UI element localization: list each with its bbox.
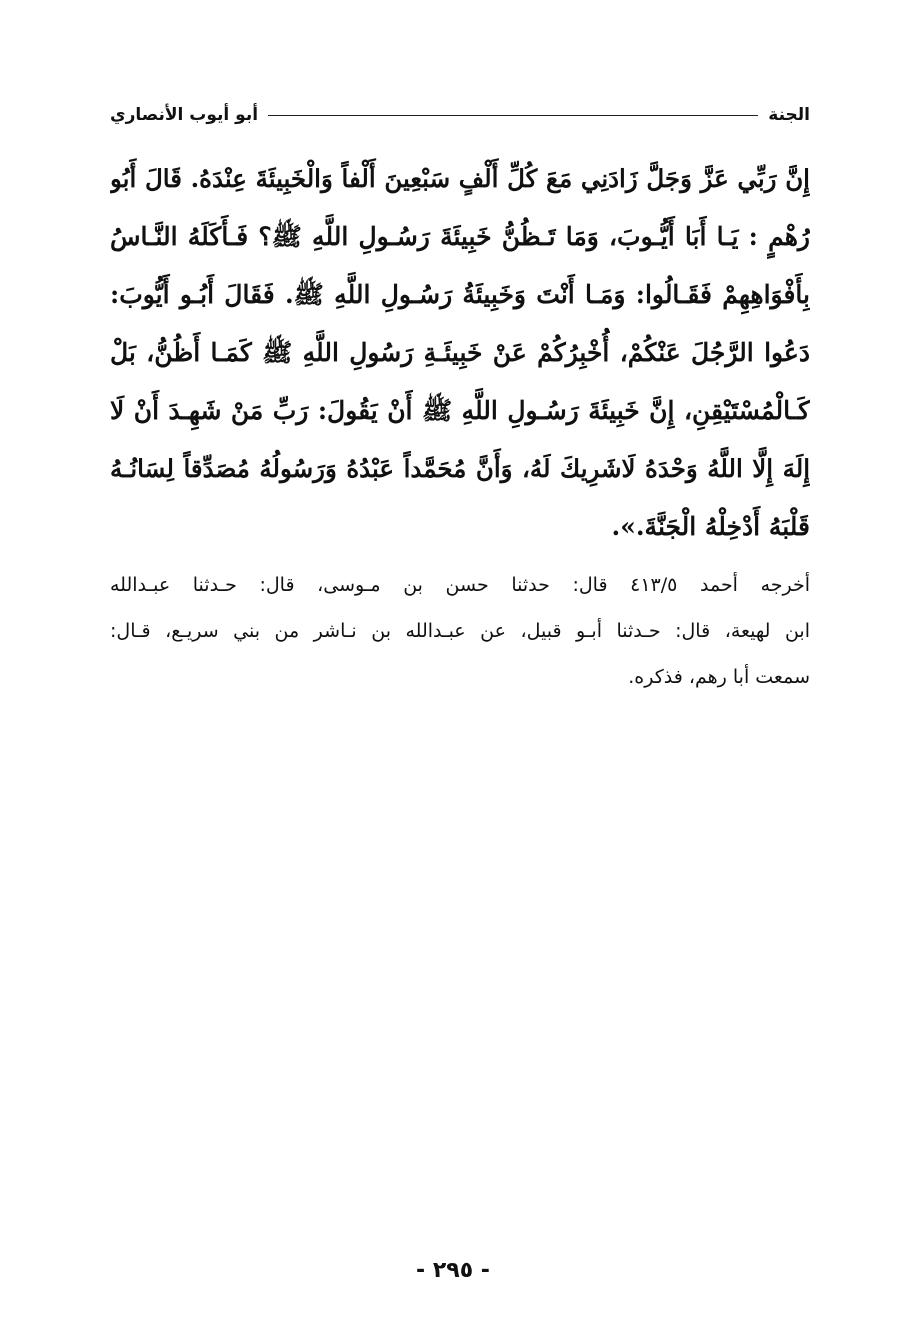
text-line: رُهْمٍ : يَـا أَبَا أَيُّـوبَ، وَمَا تَـظُنُّ خَبِيئَةَ رَسُـولِ اللَّهِ ﷺ؟ فَـأَكَلَهُ النَّـاسُ: [110, 222, 810, 251]
note-line: سمعت أبا رهم، فذكره.: [628, 666, 810, 688]
page-number: - ٢٩٥ -: [416, 1258, 490, 1283]
chapter-title: الجنة: [768, 105, 810, 125]
citation-note: [110, 562, 810, 700]
note-line: أخرجه أحمد ٤١٣/٥ قال: حدثنا حسن بن مـوسى، قال: حـدثنا عبـدالله: [110, 574, 810, 596]
text-line: إِنَّ رَبِّي عَزَّ وَجَلَّ زَادَنِي مَعَ كُلِّ أَلْفٍ سَبْعِينَ أَلْفاً وَالْخَبِيئَةَ عِنْدَهُ. قَالَ أَبُو: [110, 164, 810, 193]
text-line: قَلْبَهُ أَدْخِلْهُ الْجَنَّةَ.».: [611, 512, 810, 541]
running-header: [110, 100, 810, 130]
text-line: دَعُوا الرَّجُلَ عَنْكُمْ، أُخْبِرُكُمْ عَنْ خَبِيئَـةِ رَسُولِ اللَّهِ ﷺ كَمَـا أَظُنُّ، بَلْ: [110, 338, 810, 367]
header-rule: [268, 115, 758, 116]
text-line: إِلَهَ إِلَّا اللَّهُ وَحْدَهُ لَاشَرِيكَ لَهُ، وَأَنَّ مُحَمَّداً عَبْدُهُ وَرَسُولُهُ مُصَدِّقاً لِسَانُـهُ: [110, 454, 810, 483]
note-line: ابن لهيعة، قال: حـدثنا أبـو قبيل، عن عبـدالله بن نـاشر من بني سريـع، قـال:: [110, 620, 810, 642]
text-line: بِأَفْوَاهِهِمْ فَقَـالُوا: وَمَـا أَنْتَ وَخَبِيئَةُ رَسُـولِ اللَّهِ ﷺ. فَقَالَ أَبُـو أَيُّوبَ:: [110, 280, 810, 309]
hadith-text: [110, 150, 810, 556]
text-line: كَـالْمُسْتَيْقِنِ، إِنَّ خَبِيئَةَ رَسُـولِ اللَّهِ ﷺ أَنْ يَقُولَ: رَبِّ مَنْ شَهِـدَ أَنْ لَا: [110, 396, 810, 425]
book-title: أبو أيوب الأنصاري: [110, 105, 259, 125]
